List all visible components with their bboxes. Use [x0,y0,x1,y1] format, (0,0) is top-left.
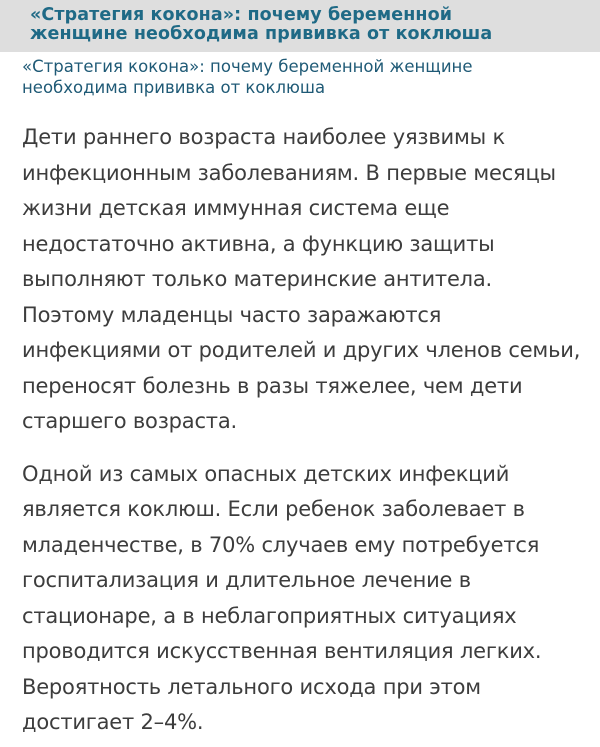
article-title [22,56,582,98]
text-line: стационаре, а в неблагоприятных ситуациях [22,603,517,628]
article-title-line: необходима прививка от коклюша [22,78,326,97]
text-line: госпитализация и длительное лечение в [22,568,471,592]
header-banner [0,0,600,52]
text-line: инфекционным заболеваниям. В первые месяцы [22,160,556,185]
text-line: проводится искусственная вентиляция легких. [22,639,542,663]
text-line: является коклюш. Если ребенок заболевает в [22,497,525,521]
header-title-line: женщине необходима прививка от коклюша [30,24,493,44]
text-line: Вероятность летального исхода при этом [22,674,481,699]
text-line: инфекциями от родителей и других членов семьи, [22,338,581,362]
paragraph-spacer [22,440,592,457]
article-body [22,120,592,741]
text-line: жизни детская иммунная система еще [22,196,450,220]
header-title [30,6,590,44]
text-line: Поэтому младенцы часто заражаются [22,302,442,327]
text-line: переносят болезнь в разы тяжелее, чем дети [22,373,523,398]
text-line: достигает 2–4%. [22,710,204,734]
header-title-line: «Стратегия кокона»: почему беременной [30,5,453,25]
text-line: старшего возраста. [22,409,237,433]
text-line: недостаточно активна, а функцию защиты [22,231,495,256]
text-line: Дети раннего возраста наиболее уязвимы к [22,125,505,149]
paragraph-infant-vulnerability [22,120,592,440]
paragraph-pertussis-danger [22,457,592,741]
article-title-line: «Стратегия кокона»: почему беременной женщине [22,57,473,76]
text-line: Одной из самых опасных детских инфекций [22,461,510,486]
text-line: младенчестве, в 70% случаев ему потребуется [22,532,540,557]
text-line: выполняют только материнские антитела. [22,267,493,291]
